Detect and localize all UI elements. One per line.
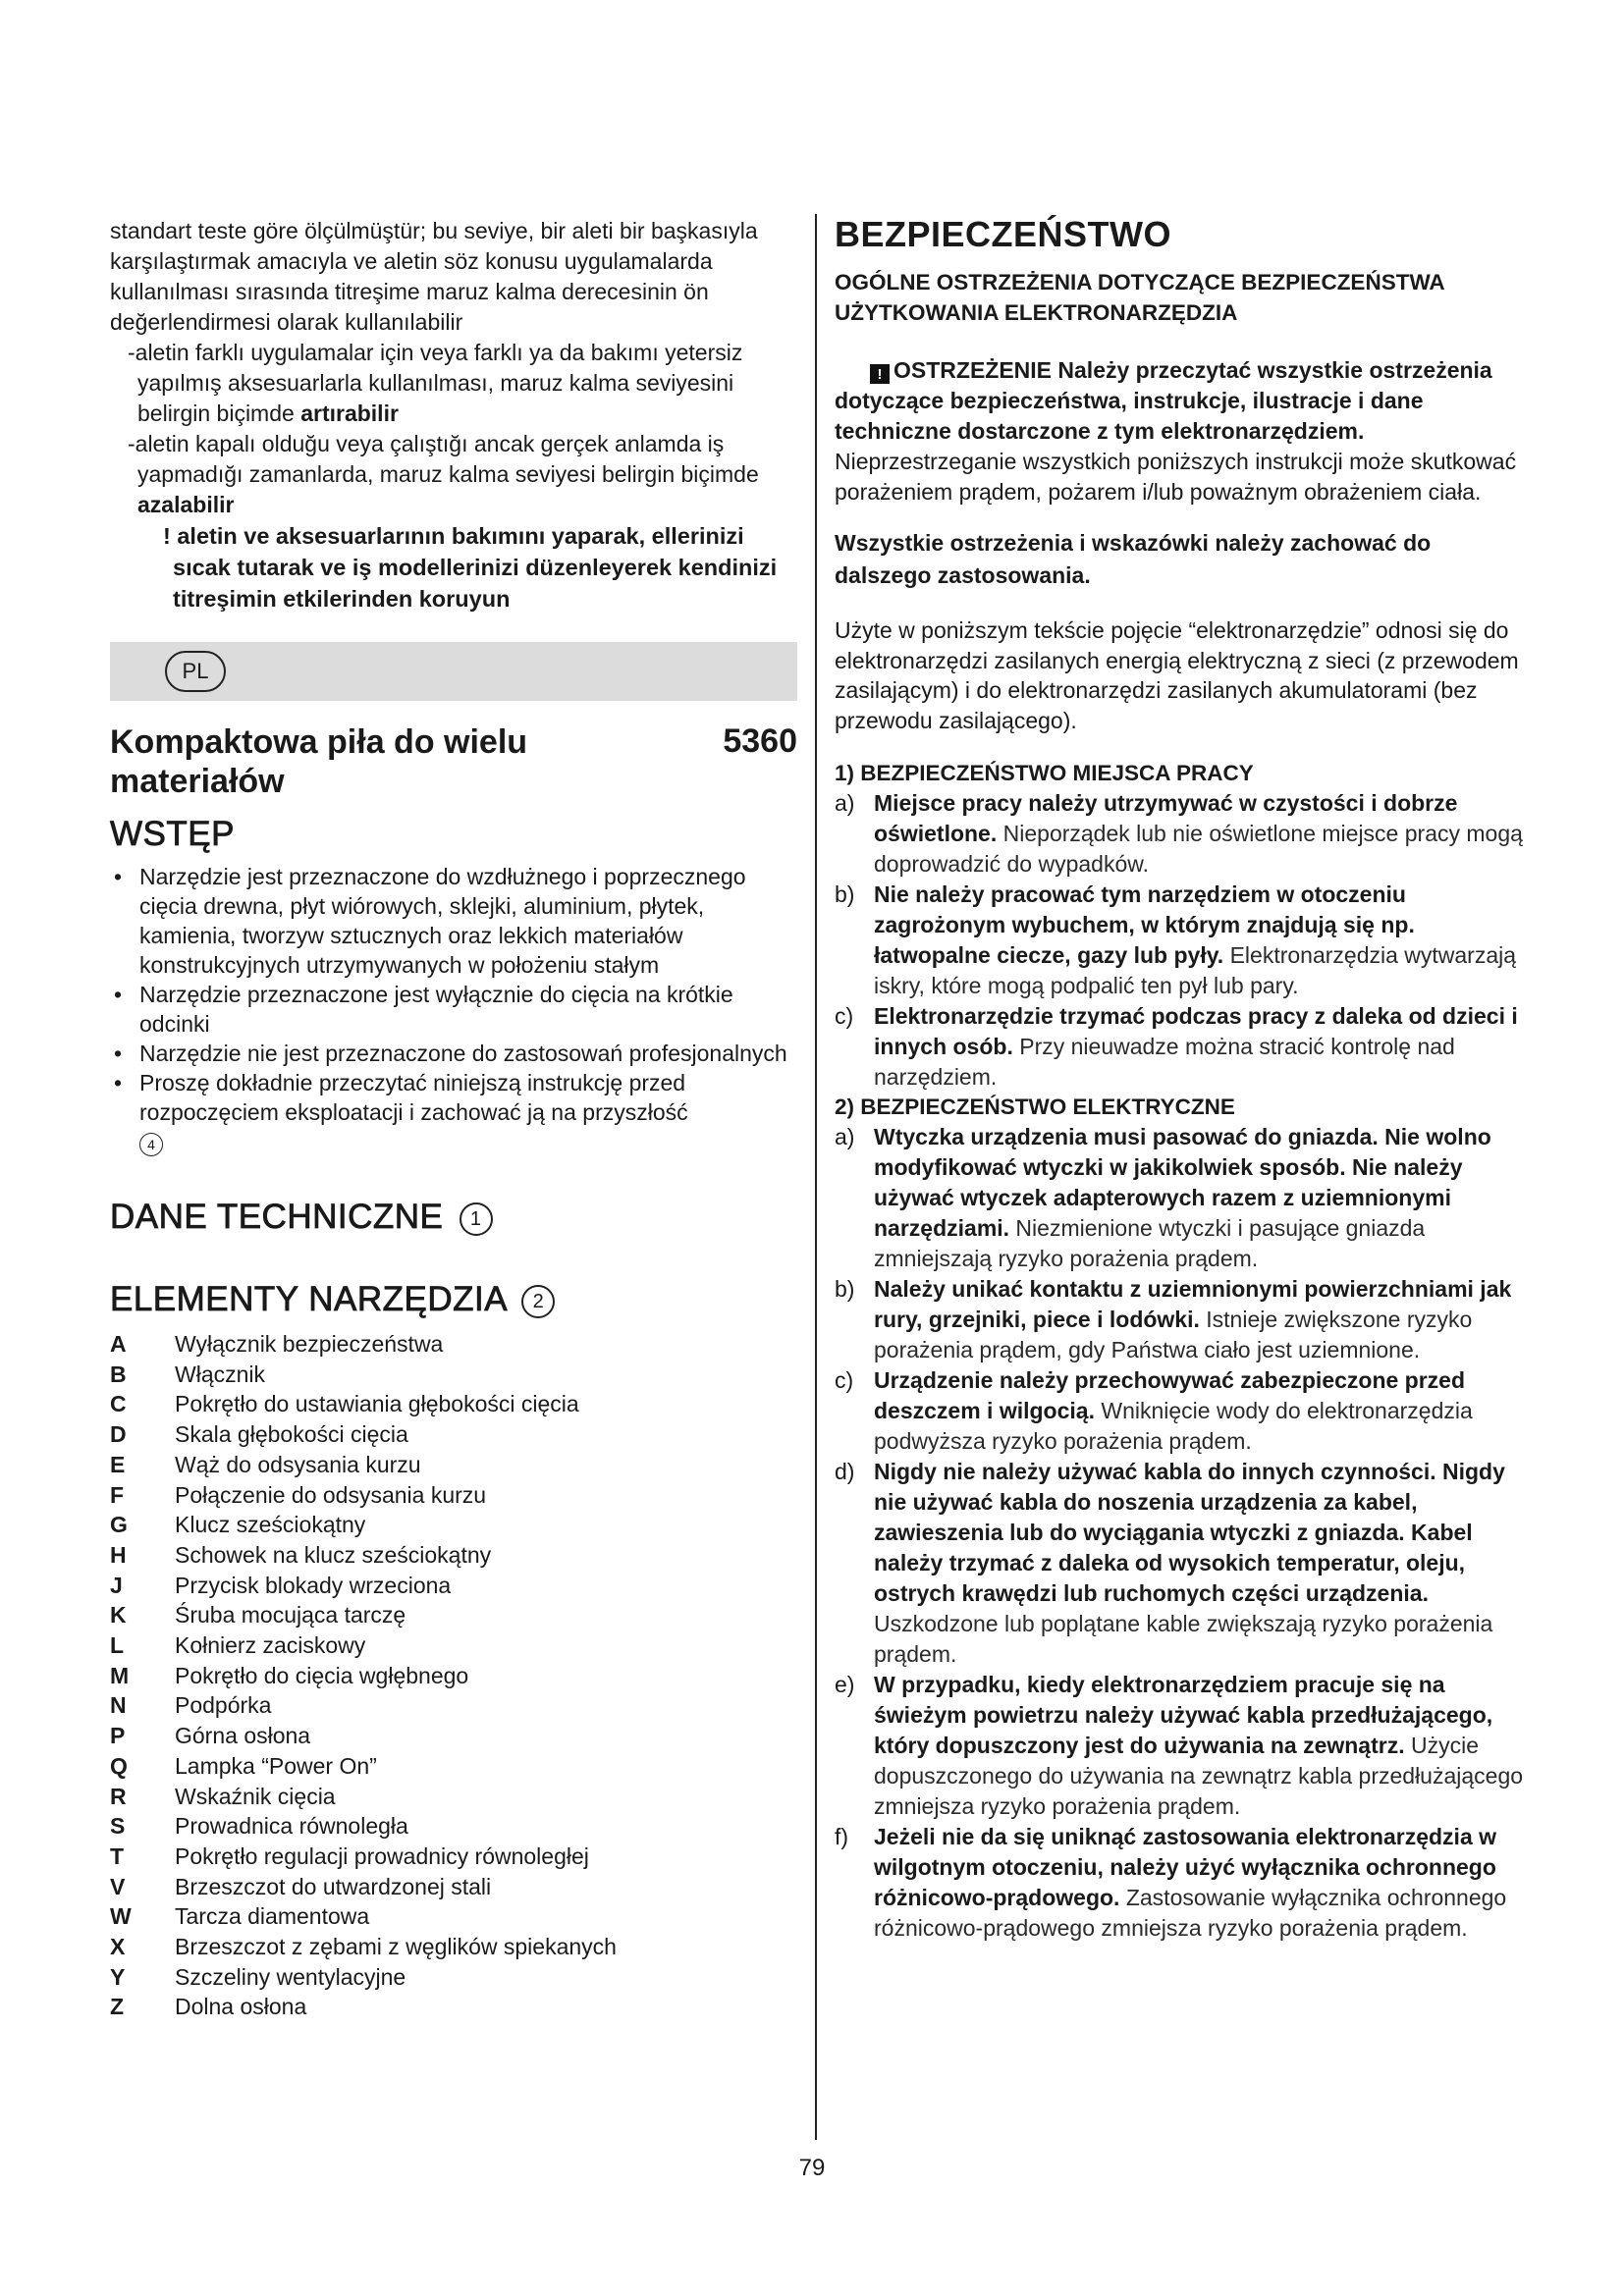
part-item: [110, 1842, 797, 1872]
part-name: Wąż do odsysania kurzu: [175, 1451, 421, 1477]
item-label: c): [835, 1367, 854, 1393]
part-name: Skala głębokości cięcia: [175, 1421, 408, 1448]
intro-bullets: [110, 862, 797, 1156]
figure-ref-icon: 4: [139, 1133, 163, 1156]
intro-bullet-text: Narzędzie nie jest przeznaczone do zastosowań profesjonalnych: [139, 1041, 787, 1066]
part-name: Brzeszczot do utwardzonej stali: [175, 1873, 492, 1899]
part-letter: L: [110, 1632, 125, 1659]
figure-ref-icon: 2: [521, 1285, 555, 1318]
part-letter: E: [110, 1451, 126, 1477]
language-bar: [110, 642, 797, 701]
turkish-paragraph: standart teste göre ölçülmüştür; bu seviye, bir aleti bir başkasıyla karşılaştırmak amacıyla ve aletin söz konusu uygulamalarda kullanılması sırasında titreşime maruz kalma derecesinin ön değerlendirmesi olarak kullanılabilir: [110, 218, 758, 335]
intro-bullet: [110, 862, 797, 980]
safety-item: [835, 1822, 1526, 1944]
general-warning: [835, 355, 1526, 507]
item-text: Elektronarzędzia wytwarzają iskry, które mogą podpalić ten pył lub pary.: [874, 942, 1517, 998]
part-item: [110, 1962, 797, 1993]
electrical-items: [835, 1122, 1526, 1944]
intro-bullet: [110, 1068, 797, 1156]
part-name: Śruba mocująca tarczę: [175, 1602, 406, 1629]
part-item: [110, 1389, 797, 1419]
part-letter: Z: [110, 1994, 125, 2020]
part-letter: X: [110, 1934, 126, 1960]
safety-item: [835, 1274, 1526, 1365]
part-letter: T: [110, 1842, 125, 1869]
warning-icon: !: [870, 364, 890, 384]
item-bold-text: Elektronarzędzie trzymać podczas pracy z daleka od dzieci i innych osób.: [874, 1003, 1518, 1059]
intro-bullet-text: Narzędzie przeznaczone jest wyłącznie do cięcia na krótkie odcinki: [139, 982, 733, 1037]
part-letter: D: [110, 1421, 127, 1448]
part-letter: M: [110, 1662, 130, 1688]
safety-item: [835, 1365, 1526, 1457]
part-letter: W: [110, 1903, 132, 1930]
figure-ref-icon: 1: [460, 1202, 493, 1236]
part-letter: K: [110, 1602, 127, 1629]
part-name: Dolna osłona: [175, 1994, 307, 2020]
part-item: [110, 1510, 797, 1540]
part-item: [110, 1571, 797, 1601]
part-name: Pokrętło do cięcia wgłębnego: [175, 1662, 469, 1688]
title-row: [110, 722, 797, 801]
item-bold-text: Jeżeli nie da się uniknąć zastosowania elektronarzędzia w wilgotnym otoczeniu, należy użyć wyłącznika ochronnego różnicowo-prądowego.: [874, 1824, 1497, 1910]
list-item-bold: azalabilir: [137, 492, 235, 517]
part-name: Połączenie do odsysania kurzu: [175, 1481, 487, 1508]
turkish-list-item: [110, 338, 797, 429]
part-item: [110, 1540, 797, 1571]
section-electrical: 2) BEZPIECZEŃSTWO ELEKTRYCZNE: [835, 1095, 1235, 1119]
part-name: Prowadnica równoległa: [175, 1813, 408, 1840]
list-item-text: -aletin kapalı olduğu veya çalıştığı ancak gerçek anlamda iş yapmadığı zamanlarda, maruz kalma seviyesi belirgin biçimde: [128, 431, 759, 487]
part-name: Brzeszczot z zębami z węglików spiekanych: [175, 1934, 617, 1960]
part-letter: R: [110, 1783, 127, 1809]
turkish-list-item: [110, 429, 797, 520]
safety-item: [835, 1122, 1526, 1274]
part-item: [110, 1992, 797, 2022]
part-item: [110, 1932, 797, 1962]
item-bold-text: Miejsce pracy należy utrzymywać w czystości i dobrze oświetlone.: [874, 790, 1458, 846]
part-name: Kołnierz zaciskowy: [175, 1632, 366, 1659]
left-column: [110, 216, 797, 2022]
item-label: f): [835, 1824, 849, 1849]
part-item: [110, 1419, 797, 1450]
part-name: Pokrętło regulacji prowadnicy równoległej: [175, 1842, 589, 1869]
item-label: a): [835, 1124, 855, 1149]
part-item: [110, 1480, 797, 1511]
item-text: Niezmienione wtyczki i pasujące gniazda zmniejszają ryzyko porażenia prądem.: [874, 1215, 1426, 1271]
part-item: [110, 1721, 797, 1751]
part-name: Przycisk blokady wrzeciona: [175, 1572, 452, 1598]
item-label: e): [835, 1672, 855, 1697]
part-letter: V: [110, 1873, 126, 1899]
item-label: d): [835, 1459, 855, 1484]
model-number: 5360: [723, 722, 797, 760]
part-name: Klucz sześciokątny: [175, 1512, 366, 1538]
part-name: Schowek na klucz sześciokątny: [175, 1541, 492, 1568]
intro-heading: WSTĘP: [110, 815, 235, 853]
part-name: Wyłącznik bezpieczeństwa: [175, 1331, 444, 1357]
safety-heading: BEZPIECZEŃSTWO: [835, 214, 1172, 254]
part-letter: G: [110, 1512, 128, 1538]
safety-item: [835, 1457, 1526, 1670]
item-bold-text: W przypadku, kiedy elektronarzędziem pracuje się na świeżym powietrzu należy używać kabla przedłużającego, który dopuszczony jest do używania na zewnątrz.: [874, 1672, 1493, 1758]
parts-heading: [110, 1280, 797, 1319]
item-bold-text: Nigdy nie należy używać kabla do innych czynności. Nigdy nie używać kabla do noszenia urządzenia za kabel, zawieszenia lub do wyciągania wtyczki z gniazda. Kabel należy trzymać z daleka od wysokich temperatur, oleju, ostrych krawędzi lub ruchomych części urządzenia.: [874, 1459, 1505, 1606]
part-letter: P: [110, 1723, 126, 1749]
warning-text: Nieprzestrzeganie wszystkich poniższych instrukcji może skutkować porażeniem prądem, pożarem i/lub poważnym obrażeniem ciała.: [835, 449, 1517, 505]
part-item: [110, 1811, 797, 1842]
turkish-warning: ! aletin ve aksesuarlarının bakımını yaparak, ellerinizi sıcak tutarak ve iş modellerinizi düzenleyerek kendinizi titreşimin etkilerinden koruyun: [163, 523, 778, 612]
intro-bullet: [110, 980, 797, 1039]
item-text: Uszkodzone lub poplątane kable zwiększają ryzyko porażenia prądem.: [874, 1611, 1493, 1667]
part-letter: F: [110, 1481, 125, 1508]
part-letter: S: [110, 1813, 126, 1840]
tech-heading-text: DANE TECHNICZNE: [110, 1198, 444, 1236]
item-bold-text: Należy unikać kontaktu z uziemnionymi powierzchniami jak rury, grzejniki, piece i lodówki.: [874, 1276, 1512, 1332]
section-work-area: 1) BEZPIECZEŃSTWO MIEJSCA PRACY: [835, 761, 1254, 785]
safety-item: [835, 1001, 1526, 1093]
keep-instructions: Wszystkie ostrzeżenia i wskazówki należy zachować do dalszego zastosowania.: [835, 530, 1432, 588]
part-letter: J: [110, 1572, 123, 1598]
part-letter: C: [110, 1391, 127, 1417]
intro-bullet-text: Narzędzie jest przeznaczone do wzdłużnego i poprzecznego cięcia drewna, płyt wiórowych, sklejki, aluminium, płytek, kamienia, tworzyw sztucznych oraz lekkich materiałów konstrukcyjnych utrzymywanych w położeniu stałym: [139, 864, 746, 978]
safety-item: [835, 1670, 1526, 1822]
parts-list: [110, 1329, 797, 2022]
part-letter: H: [110, 1541, 127, 1568]
item-text: Zastosowanie wyłącznika ochronnego różnicowo-prądowego zmniejsza ryzyko porażenia prądem.: [874, 1885, 1507, 1941]
item-bold-text: Nie należy pracować tym narzędziem w otoczeniu zagrożonym wybuchem, w którym znajdują się np. łatwopalne ciecze, gazy lub pyły.: [874, 881, 1415, 968]
part-item: [110, 1600, 797, 1630]
tech-heading: [110, 1198, 797, 1237]
list-item-text: -aletin farklı uygulamalar için veya farklı ya da bakımı yetersiz yapılmış aksesuarlarla kullanılması, maruz kalma seviyesini belirgin biçimde: [128, 340, 743, 426]
item-text: Istnieje zwiększone ryzyko porażenia prądem, gdy Państwa ciało jest uziemnione.: [874, 1307, 1473, 1362]
part-letter: B: [110, 1361, 127, 1387]
part-item: [110, 1782, 797, 1812]
safety-item: [835, 880, 1526, 1001]
work-area-items: [835, 788, 1526, 1093]
turkish-list: [110, 338, 797, 520]
part-name: Szczeliny wentylacyjne: [175, 1963, 406, 1990]
part-item: [110, 1329, 797, 1360]
part-name: Lampka “Power On”: [175, 1752, 377, 1779]
list-item-bold: artırabilir: [300, 400, 399, 426]
part-item: [110, 1630, 797, 1661]
warning-bold-text: OSTRZEŻENIE Należy przeczytać wszystkie ostrzeżenia dotyczące bezpieczeństwa, instrukcje, ilustracje i dane techniczne dostarczone z tym elektronarzędziem.: [835, 357, 1492, 444]
safety-subheading: OGÓLNE OSTRZEŻENIA DOTYCZĄCE BEZPIECZEŃSTWA UŻYTKOWANIA ELEKTRONARZĘDZIA: [835, 270, 1444, 325]
part-item: [110, 1872, 797, 1902]
column-divider: [815, 214, 817, 2140]
part-item: [110, 1751, 797, 1782]
part-letter: N: [110, 1692, 127, 1719]
language-badge: PL: [165, 651, 226, 692]
parts-heading-text: ELEMENTY NARZĘDZIA: [110, 1280, 507, 1318]
part-item: [110, 1360, 797, 1390]
item-text: Przy nieuwadze można stracić kontrolę nad narzędziem.: [874, 1034, 1455, 1090]
part-name: Wskaźnik cięcia: [175, 1783, 336, 1809]
part-letter: Y: [110, 1963, 126, 1990]
part-letter: Q: [110, 1752, 128, 1779]
item-label: b): [835, 881, 855, 907]
part-name: Włącznik: [175, 1361, 266, 1387]
intro-bullet: [110, 1039, 797, 1068]
power-tool-definition: Użyte w poniższym tekście pojęcie “elektronarzędzie” odnosi się do elektronarzędzi zasilanych energią elektryczną z sieci (z przewodem zasilającym) i do elektronarzędzi zasilanych akumulatorami (bez przewodu zasilającego).: [835, 617, 1519, 733]
part-name: Górna osłona: [175, 1723, 311, 1749]
part-letter: A: [110, 1331, 127, 1357]
part-item: [110, 1901, 797, 1932]
right-column: [835, 214, 1526, 1944]
part-item: [110, 1690, 797, 1721]
part-item: [110, 1450, 797, 1480]
item-bold-text: Urządzenie należy przechowywać zabezpieczone przed deszczem i wilgocią.: [874, 1367, 1466, 1423]
part-item: [110, 1661, 797, 1691]
part-name: Pokrętło do ustawiania głębokości cięcia: [175, 1391, 579, 1417]
item-text: Nieporządek lub nie oświetlone miejsce pracy mogą doprowadzić do wypadków.: [874, 821, 1523, 877]
safety-item: [835, 788, 1526, 880]
item-label: c): [835, 1003, 854, 1029]
intro-bullet-text: Proszę dokładnie przeczytać niniejszą instrukcję przed rozpoczęciem eksploatacji i zachować ją na przyszłość: [139, 1070, 688, 1125]
page-number: 79: [798, 2155, 826, 2181]
part-name: Tarcza diamentowa: [175, 1903, 370, 1930]
part-name: Podpórka: [175, 1692, 272, 1719]
item-bold-text: Wtyczka urządzenia musi pasować do gniazda. Nie wolno modyfikować wtyczki w jakikolwiek sposób. Nie należy używać wtyczek adapterowych razem z uziemnionymi narzędziami.: [874, 1124, 1491, 1241]
product-title: Kompaktowa piła do wielu materiałów: [110, 723, 528, 800]
item-text: Wniknięcie wody do elektronarzędzia podwyższa ryzyko porażenia prądem.: [874, 1398, 1473, 1454]
item-label: a): [835, 790, 855, 816]
item-text: Użycie dopuszczonego do używania na zewnątrz kabla przedłużającego zmniejsza ryzyko porażenia prądem.: [874, 1733, 1524, 1819]
item-label: b): [835, 1276, 855, 1302]
